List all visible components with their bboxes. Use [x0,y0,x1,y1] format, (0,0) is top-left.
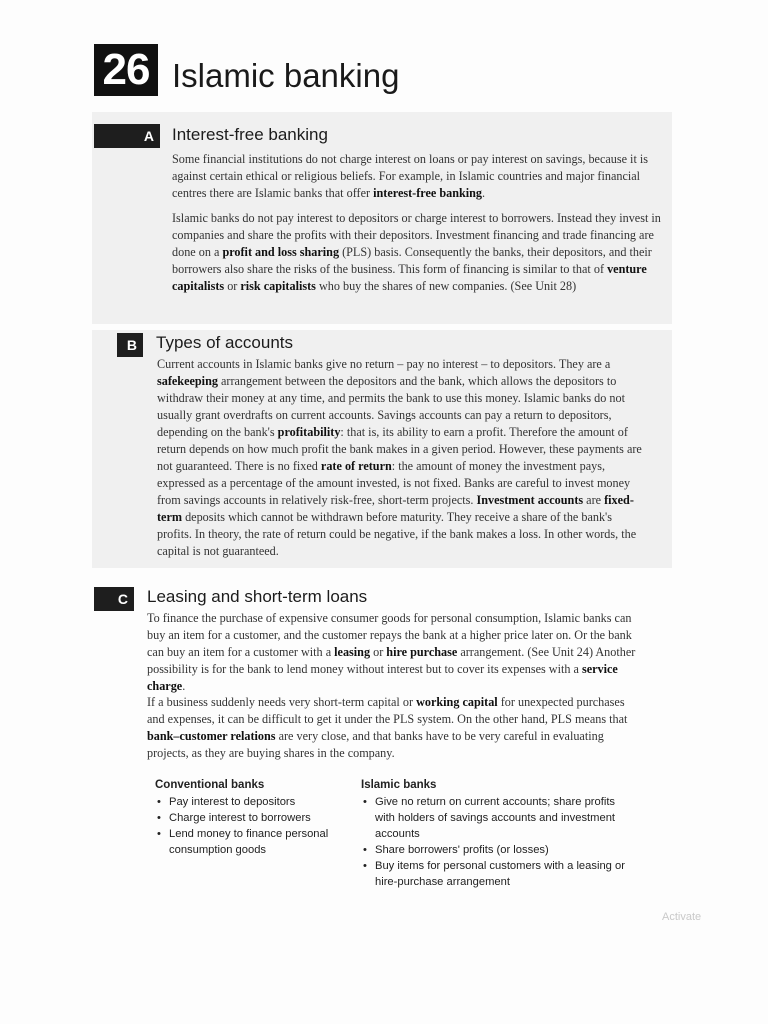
key-term: venture capitalists [172,262,647,293]
key-term: service charge [147,662,618,693]
section-b-paragraph-1 [157,356,644,560]
list-item: • Pay interest to depositors [155,794,345,810]
section-c-title: Leasing and short-term loans [147,587,368,606]
key-term: interest-free banking [373,186,483,200]
section-a-badge: A [94,124,160,148]
key-term: risk capitalists [240,279,316,293]
islamic-banks-heading: Islamic banks [361,779,437,791]
text-run: are [583,493,605,507]
key-term: working capital [416,695,498,709]
text-run: If a business suddenly needs very short-term capital or [147,695,417,709]
key-term: fixed-term [157,493,634,524]
key-term: safekeeping [157,374,218,388]
key-term: profit and loss sharing [222,245,340,259]
text-run: . [482,186,486,200]
text-run: or [370,645,387,659]
section-b-badge: B [117,333,143,357]
text-run: arrangement. (See Unit 24) Another possibility is for the bank to lend money without interest but to cover its expenses with a [147,645,636,676]
conventional-banks-heading: Conventional banks [155,779,265,791]
text-run: for unexpected purchases and expenses, it can be difficult to get it under the PLS system. On the other hand, PLS means that [147,695,628,726]
list-item: • Charge interest to borrowers [155,810,345,826]
activate-watermark: Activate [662,911,702,923]
conventional-banks-list [155,794,345,858]
text-run: are very close, and that banks have to be very careful in evaluating projects, as they are buying shares in the company. [147,729,604,760]
section-c-badge: C [94,587,134,611]
unit-title: Islamic banking [172,57,400,94]
text-run: arrangement between the depositors and the bank, which allows the depositors to withdraw their money at any time, and permits the bank to use this money. Islamic banks do not usually grant overdrafts on current accounts. Savings accounts can pay a return to depositors, depending on the bank's [157,374,625,439]
text-run: Islamic banks do not pay interest to depositors or charge interest to borrowers. Instead they invest in companies and share the profits with their depositors. Investment financing and trade financing are done on a [172,211,661,259]
key-term: hire purchase [386,645,458,659]
text-run: To finance the purchase of expensive consumer goods for personal consumption, Islamic banks can buy an item for a customer, and the customer repays the bank at a higher price later on. Or the bank can buy an item for a customer with a [147,611,632,659]
key-term: Investment accounts [476,493,584,507]
unit-number-badge: 26 [94,44,158,96]
section-c-paragraph-2 [147,694,637,762]
text-run: . [182,679,186,693]
key-term: leasing [334,645,371,659]
list-item: • Give no return on current accounts; share profits with holders of savings accounts and investment accounts [361,794,631,842]
section-a-paragraph-2 [172,210,662,295]
text-run: or [224,279,241,293]
key-term: profitability [277,425,341,439]
text-run: : the amount of money the investment pays, expressed as a percentage of the amount invested, is not fixed. Banks are careful to invest money from savings accounts in relatively risk-free, short-term projects. [157,459,631,507]
text-run: Current accounts in Islamic banks give no return – pay no interest – to depositors. They are a [157,357,611,371]
list-item: • Lend money to finance personal consumption goods [155,826,345,858]
text-run: who buy the shares of new companies. (See Unit 28) [315,279,577,293]
list-item: • Buy items for personal customers with a leasing or hire-purchase arrangement [361,858,631,890]
islamic-banks-list [361,794,631,890]
text-run: (PLS) basis. Consequently the banks, their depositors, and their borrowers also share the risks of the business. This form of financing is similar to that of [172,245,652,276]
key-term: bank–customer relations [147,729,276,743]
text-run: : that is, its ability to earn a profit. Therefore the amount of return depends on how much profit the bank makes in a given period. However, these payments are not guaranteed. There is no fixed [157,425,642,473]
section-c-paragraph-1 [147,610,637,695]
text-run: Some financial institutions do not charge interest on loans or pay interest on savings, because it is against certain ethical or religious beliefs. For example, in Islamic countries and major financial centres there are Islamic banks that offer [172,152,649,200]
section-a-title: Interest-free banking [172,125,328,144]
section-a-paragraph-1 [172,151,662,202]
text-run: deposits which cannot be withdrawn before maturity. They receive a share of the bank's profits. In theory, the rate of return could be negative, if the bank makes a loss. In other words, the capital is not guaranteed. [157,510,637,558]
section-b-title: Types of accounts [156,333,294,352]
list-item: • Share borrowers' profits (or losses) [361,842,631,858]
key-term: rate of return [320,459,392,473]
